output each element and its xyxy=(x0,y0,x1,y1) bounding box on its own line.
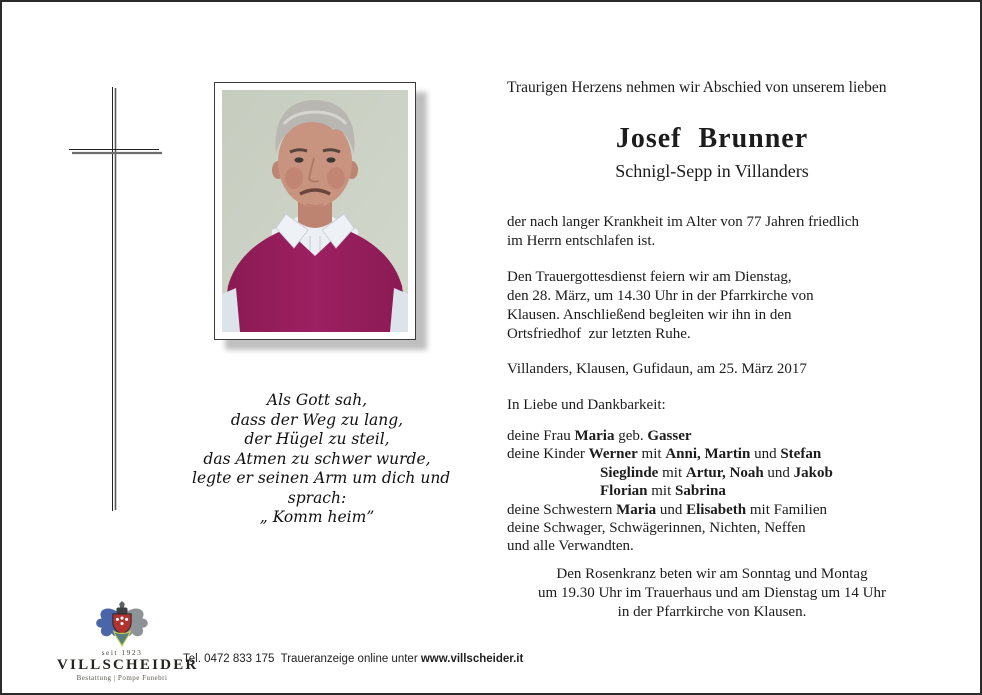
cross-icon xyxy=(64,85,174,517)
contact-text: Tel. 0472 833 175 Traueranzeige online unter xyxy=(183,653,421,665)
text-line xyxy=(192,469,451,489)
text-line xyxy=(192,450,442,470)
funeral-home-logo xyxy=(57,601,199,682)
text-line xyxy=(192,508,442,528)
text-segment: mit Familien xyxy=(746,501,827,518)
place-date-line: Villanders, Klausen, Gufidaun, am 25. März 2017 xyxy=(507,361,807,377)
portrait-illustration xyxy=(222,90,408,332)
text-line xyxy=(507,464,917,482)
text-segment: und xyxy=(656,501,687,518)
text-segment: deine Schwager, Schwägerinnen, Nichten, Neffen xyxy=(507,520,806,537)
text-line xyxy=(507,325,917,344)
heraldic-crest-icon xyxy=(91,601,153,647)
text-segment: Den Trauergottesdienst feiern wir am Dienstag, xyxy=(507,269,792,285)
text-segment: in der Pfarrkirche von Klausen. xyxy=(617,603,807,620)
text-segment: Klausen. Anschließend begleiten wir ihn in den xyxy=(507,307,792,323)
text-segment: deine Frau xyxy=(507,428,575,444)
text-line xyxy=(507,501,917,519)
emphasized-name: Maria xyxy=(616,501,657,518)
text-segment: geb. xyxy=(614,428,648,444)
death-notice xyxy=(507,213,917,251)
text-line xyxy=(507,232,917,251)
text-line xyxy=(507,537,917,555)
emphasized-name: Anni, Martin xyxy=(665,446,751,463)
text-line xyxy=(507,287,917,306)
text-line xyxy=(192,391,442,411)
service-details xyxy=(507,268,917,344)
website-url: www.villscheider.it xyxy=(420,653,524,665)
emphasized-name: Maria xyxy=(574,428,615,444)
text-segment: der Hügel zu steil, xyxy=(244,430,390,448)
text-line xyxy=(507,445,917,463)
opening-line: Traurigen Herzens nehmen wir Abschied von unserem lieben xyxy=(507,79,887,96)
text-line xyxy=(507,482,917,500)
emphasized-name: Elisabeth xyxy=(686,501,747,518)
emphasized-name: Artur, Noah xyxy=(685,464,764,481)
text-segment: sprach: xyxy=(287,488,347,507)
emphasized-name: Sabrina xyxy=(675,483,726,500)
text-segment: Ortsfriedhof zur letzten Ruhe. xyxy=(507,326,691,342)
family-list xyxy=(507,427,917,556)
logo-since: seit 1923 xyxy=(101,648,143,657)
emphasized-name: Florian xyxy=(600,483,648,500)
emphasized-name: Sieglinde xyxy=(600,464,659,481)
text-segment: „ Komm heim” xyxy=(259,508,375,526)
text-line xyxy=(507,427,917,445)
text-line xyxy=(192,489,442,509)
announcement-text xyxy=(507,78,917,622)
text-segment: Den Rosenkranz beten wir am Sonntag und Montag xyxy=(556,565,868,582)
text-segment: mit xyxy=(647,483,676,500)
text-line xyxy=(507,584,917,603)
logo-brand: VILLSCHEIDER xyxy=(57,657,199,673)
emphasized-name: Jakob xyxy=(793,464,833,481)
text-line xyxy=(507,268,917,287)
text-segment: um 19.30 Uhr im Trauerhaus und am Dienstag um 14 Uhr xyxy=(538,584,886,601)
text-line xyxy=(507,519,917,537)
rosary-notice xyxy=(507,565,917,622)
text-segment: deine Schwestern xyxy=(507,501,617,518)
text-line xyxy=(507,306,917,325)
emphasized-name: Stefan xyxy=(780,446,822,463)
logo-tagline: Bestattung | Pompe Funebri xyxy=(76,674,168,682)
text-line xyxy=(507,603,917,622)
portrait-photo xyxy=(214,82,416,340)
text-segment: mit xyxy=(637,446,666,463)
text-line xyxy=(192,430,442,450)
deceased-name: Josef Brunner xyxy=(615,123,809,154)
text-segment: legte er seinen Arm um dich und xyxy=(192,469,451,487)
text-segment: und xyxy=(750,446,781,463)
text-segment: den 28. März, um 14.30 Uhr in der Pfarrkirche von xyxy=(507,288,814,304)
text-line xyxy=(507,213,917,232)
text-segment: deine Kinder xyxy=(507,446,589,463)
gratitude-line: In Liebe und Dankbarkeit: xyxy=(507,397,666,413)
text-line xyxy=(507,565,917,584)
text-segment: und alle Verwandten. xyxy=(507,538,634,555)
emphasized-name: Gasser xyxy=(647,428,692,444)
memorial-poem xyxy=(192,391,451,528)
text-segment: dass der Weg zu lang, xyxy=(230,410,404,429)
text-segment: das Atmen zu schwer wurde, xyxy=(203,449,431,468)
contact-line xyxy=(183,653,523,665)
text-segment: im Herrn entschlafen ist. xyxy=(507,233,656,249)
text-line xyxy=(192,411,442,431)
emphasized-name: Werner xyxy=(588,446,638,463)
text-segment: der nach langer Krankheit im Alter von 77 Jahren friedlich xyxy=(507,214,859,230)
text-segment: Als Gott sah, xyxy=(266,391,368,409)
deceased-nickname: Schnigl-Sepp in Villanders xyxy=(615,161,809,181)
text-segment: und xyxy=(763,464,794,481)
text-segment: mit xyxy=(658,464,686,481)
